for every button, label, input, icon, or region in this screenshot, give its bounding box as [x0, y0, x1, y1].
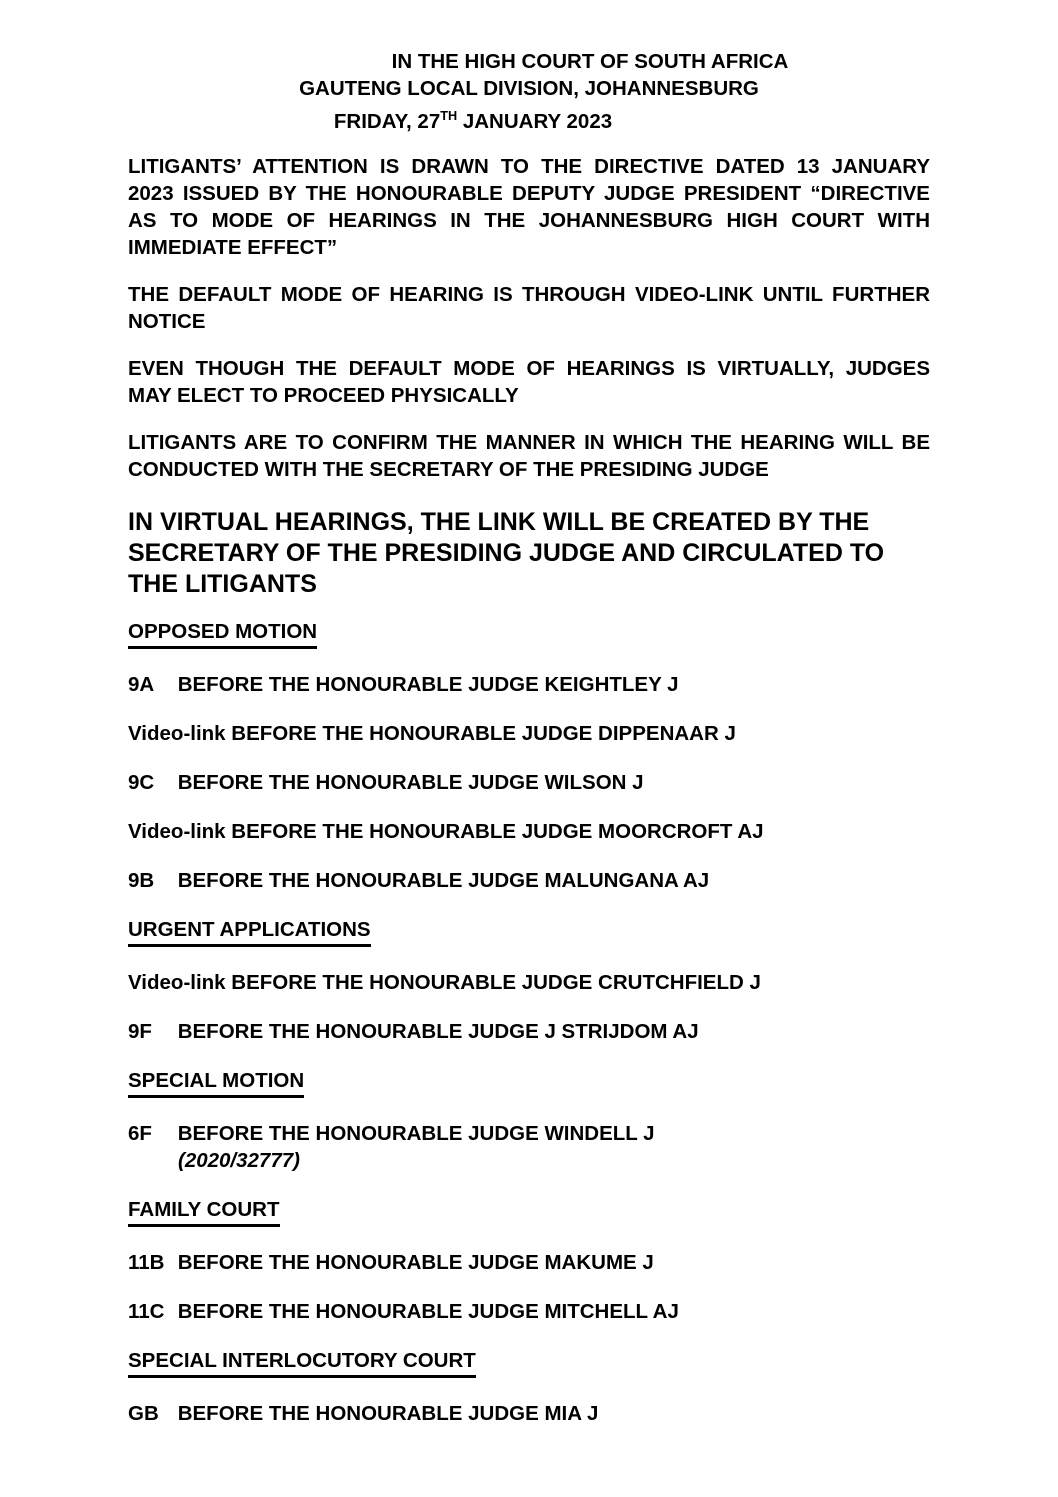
roll-item-text: BEFORE THE HONOURABLE JUDGE CRUTCHFIELD J [231, 970, 761, 994]
court-code: 9A [128, 672, 155, 696]
court-code: 11C [128, 1299, 165, 1323]
notice-line: THE DEFAULT MODE OF HEARING IS THROUGH VIDEO-LINK UNTIL FURTHER [128, 282, 930, 306]
roll-item [128, 1298, 930, 1325]
court-code: 11B [128, 1250, 165, 1274]
roll-item-text: BEFORE THE HONOURABLE JUDGE WILSON J [177, 770, 644, 794]
court-code: Video-link [128, 970, 226, 994]
virtual-hearings-heading-line: SECRETARY OF THE PRESIDING JUDGE AND CIRCULATED TO [128, 538, 885, 567]
section-heading-text: FAMILY COURT [128, 1196, 280, 1227]
section-opposed-motion [128, 618, 930, 894]
section-family-court [128, 1196, 930, 1325]
date-prefix: FRIDAY, 27 [333, 109, 441, 133]
court-name-line: IN THE HIGH COURT OF SOUTH AFRICA [391, 50, 789, 73]
notice-default-mode-paragraph [128, 281, 930, 335]
roll-item-text: BEFORE THE HONOURABLE JUDGE MITCHELL AJ [177, 1299, 679, 1323]
notice-line: 2023 ISSUED BY THE HONOURABLE DEPUTY JUDGE PRESIDENT “DIRECTIVE [128, 181, 930, 205]
notice-line: LITIGANTS’ ATTENTION IS DRAWN TO THE DIRECTIVE DATED 13 JANUARY [128, 154, 930, 178]
court-code: GB [128, 1401, 159, 1425]
section-urgent-applications [128, 916, 930, 1045]
section-heading-text: SPECIAL MOTION [128, 1067, 304, 1098]
section-special-motion [128, 1067, 930, 1174]
roll-item-text: BEFORE THE HONOURABLE JUDGE MIA J [177, 1401, 599, 1425]
notice-line: CONDUCTED WITH THE SECRETARY OF THE PRESIDING JUDGE [128, 457, 769, 481]
division-line: GAUTENG LOCAL DIVISION, JOHANNESBURG [299, 77, 759, 100]
roll-item-text: BEFORE THE HONOURABLE JUDGE MALUNGANA AJ [177, 868, 710, 892]
court-code: 9B [128, 868, 155, 892]
court-code: Video-link [128, 721, 226, 745]
notice-line: MAY ELECT TO PROCEED PHYSICALLY [128, 383, 519, 407]
roll-item-text: BEFORE THE HONOURABLE JUDGE MAKUME J [177, 1250, 654, 1274]
notice-line: EVEN THOUGH THE DEFAULT MODE OF HEARINGS IS VIRTUALLY, JUDGES [128, 356, 930, 380]
court-code: 9F [128, 1019, 152, 1043]
roll-item-text: BEFORE THE HONOURABLE JUDGE MOORCROFT AJ [231, 819, 764, 843]
roll-item [128, 769, 930, 796]
roll-item [128, 969, 930, 996]
section-heading-text: SPECIAL INTERLOCUTORY COURT [128, 1347, 476, 1378]
roll-item-text: BEFORE THE HONOURABLE JUDGE KEIGHTLEY J [177, 672, 679, 696]
document-content [128, 48, 930, 1427]
roll-item [128, 1400, 930, 1427]
notice-line: AS TO MODE OF HEARINGS IN THE JOHANNESBURG HIGH COURT WITH [128, 208, 930, 232]
date-line [72, 102, 874, 135]
roll-item-text: BEFORE THE HONOURABLE JUDGE DIPPENAAR J [231, 721, 736, 745]
roll-item [128, 671, 930, 698]
roll-item [128, 720, 930, 747]
roll-item [128, 1018, 930, 1045]
notice-directive-paragraph [128, 153, 930, 261]
date-rest: JANUARY 2023 [457, 109, 613, 133]
document-title-block [128, 48, 930, 135]
section-heading-text: OPPOSED MOTION [128, 618, 317, 649]
roll-item-text: BEFORE THE HONOURABLE JUDGE WINDELL J [177, 1121, 655, 1145]
court-code: 9C [128, 770, 155, 794]
notice-judges-elect-paragraph [128, 355, 930, 409]
roll-item [128, 867, 930, 894]
notice-line: NOTICE [128, 309, 206, 333]
court-code: 6F [128, 1121, 152, 1145]
section-heading [128, 916, 930, 947]
notice-line: IMMEDIATE EFFECT” [128, 235, 338, 259]
notice-line: LITIGANTS ARE TO CONFIRM THE MANNER IN WHICH THE HEARING WILL BE [128, 430, 930, 454]
roll-item [128, 1249, 930, 1276]
virtual-hearings-heading [128, 507, 930, 600]
case-number-note: (2020/32777) [178, 1148, 300, 1172]
notice-confirm-manner-paragraph [128, 429, 930, 483]
court-code: Video-link [128, 819, 226, 843]
section-heading [128, 618, 930, 649]
section-heading-text: URGENT APPLICATIONS [128, 916, 371, 947]
virtual-hearings-heading-line: IN VIRTUAL HEARINGS, THE LINK WILL BE CREATED BY THE [128, 507, 870, 536]
date-ordinal-superscript: TH [440, 108, 458, 123]
section-heading [128, 1347, 930, 1378]
roll-item [128, 1120, 930, 1147]
virtual-hearings-heading-line: THE LITIGANTS [128, 569, 317, 598]
roll-item-text: BEFORE THE HONOURABLE JUDGE J STRIJDOM AJ [177, 1019, 699, 1043]
roll-item [128, 818, 930, 845]
section-special-interlocutory-court [128, 1347, 930, 1427]
section-heading [128, 1196, 930, 1227]
section-heading [128, 1067, 930, 1098]
